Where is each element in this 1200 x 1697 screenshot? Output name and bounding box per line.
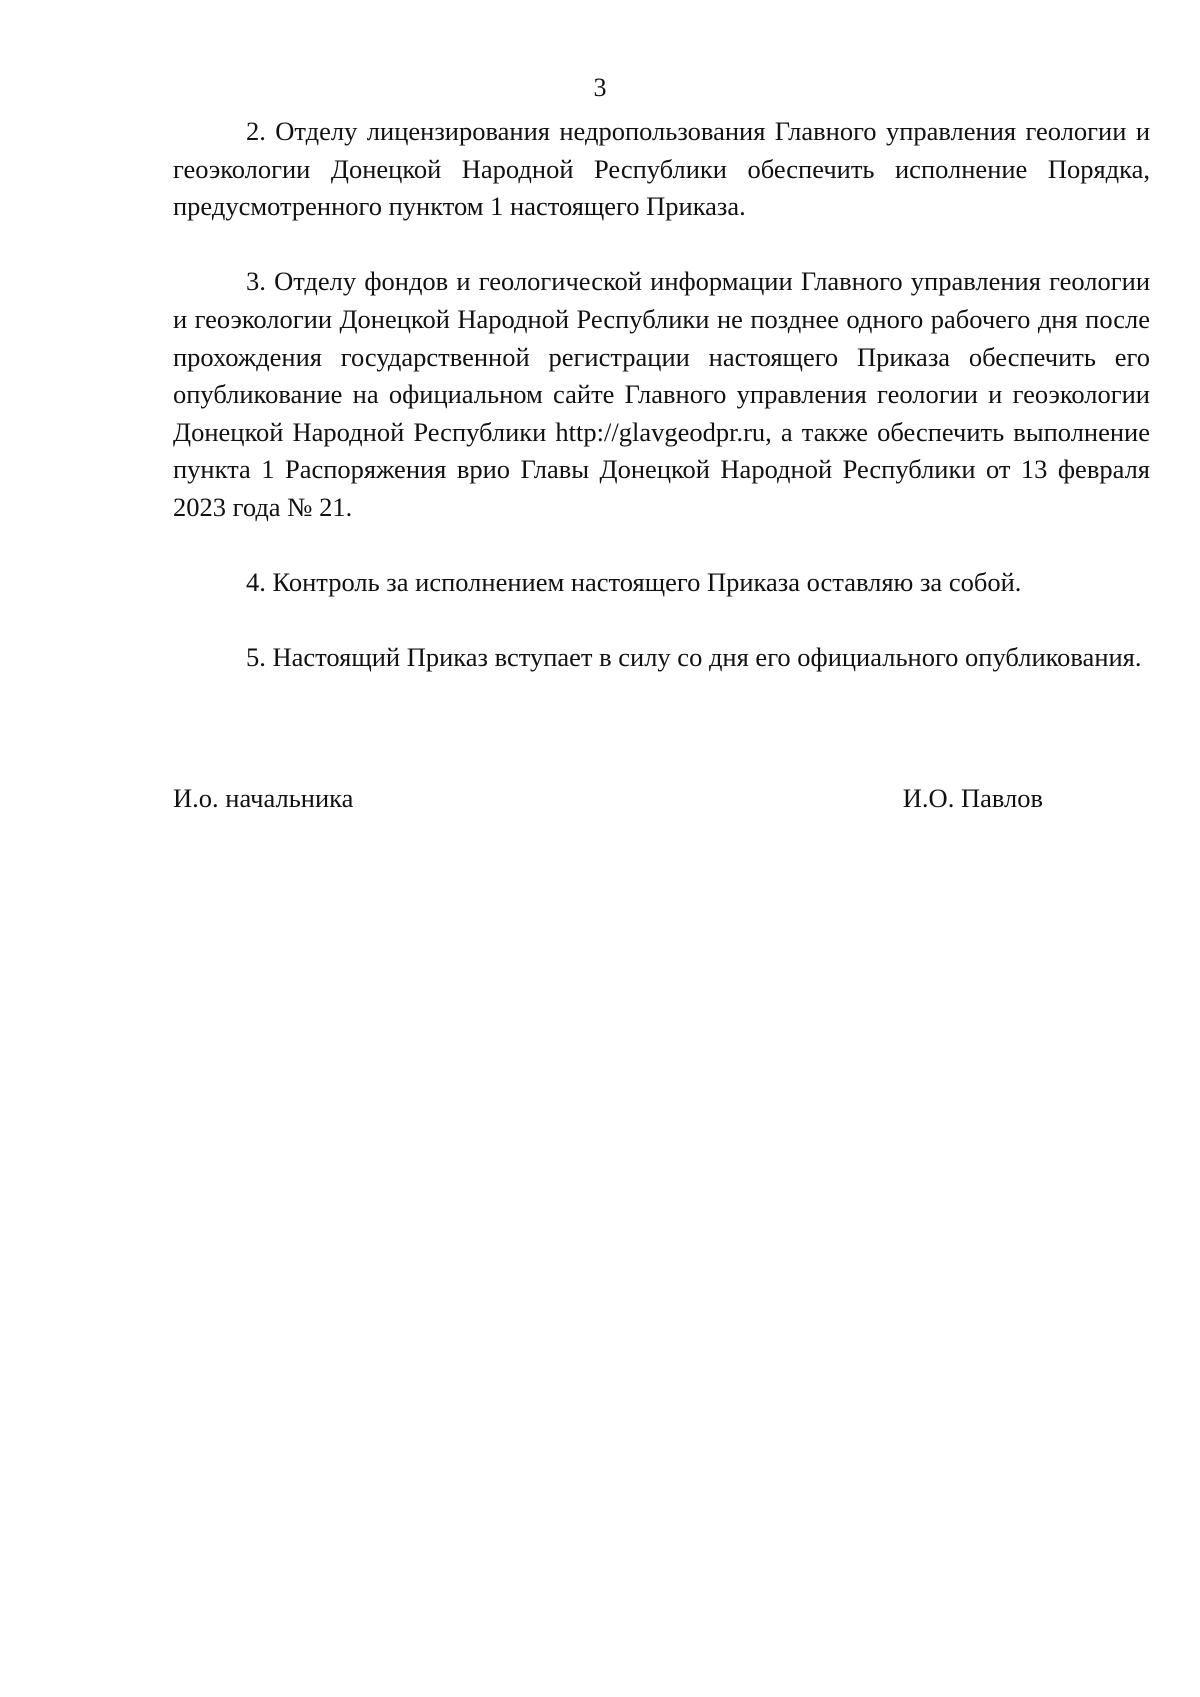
signature-block bbox=[173, 780, 1043, 818]
paragraph-2: 2. Отделу лицензирования недропользования Главного управления геологии и геоэкологии Донецкой Народной Республики обеспечить исполнение Порядка, предусмотренного пунктом 1 настоящего Приказа. bbox=[173, 116, 1150, 222]
paragraph-4: 4. Контроль за исполнением настоящего Приказа оставляю за собой. bbox=[246, 567, 1022, 598]
document-body bbox=[173, 113, 1150, 677]
page-number: 3 bbox=[593, 73, 607, 102]
signatory-name: И.О. Павлов bbox=[902, 783, 1043, 813]
paragraph-5: 5. Настоящий Приказ вступает в силу со дня его официального опубликования. bbox=[246, 642, 1142, 673]
signatory-position: И.о. начальника bbox=[173, 783, 354, 813]
paragraph-3: 3. Отделу фондов и геологической информации Главного управления геологии и геоэкологии Донецкой Народной Республики не позднее одного рабочего дня после прохождения государственной регистрации настоящего Приказа обеспечить его опубликование на официальном сайте Главного управления геологии и геоэкологии Донецкой Народной Республики http://glavgeodpr.ru, а также обеспечить выполнение пункта 1 Распоряжения врио Главы Донецкой Народной Республики от 13 февраля 2023 года № 21. bbox=[173, 266, 1150, 522]
